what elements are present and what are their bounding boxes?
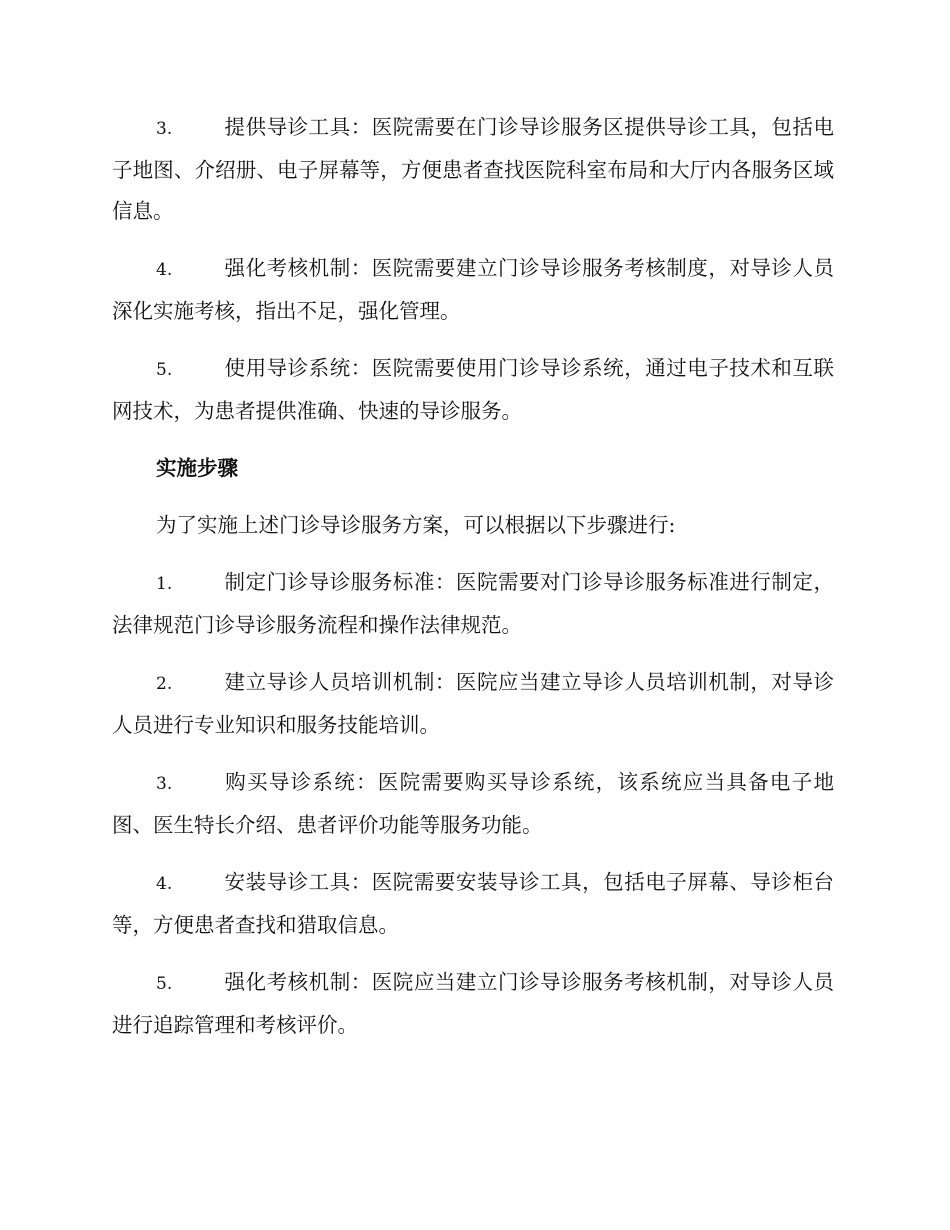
list-number: 3.: [156, 119, 173, 139]
document-body: [112, 107, 834, 1062]
list-item-b-3: [112, 762, 834, 846]
list-item-a-3: [112, 348, 834, 432]
list-text: 使用导诊系统：医院需要使用门诊导诊系统，通过电子技术和互联网技术，为患者提供准确、快速的导诊服务。: [112, 356, 834, 423]
list-item-b-1: [112, 562, 834, 646]
list-text: 建立导诊人员培训机制：医院应当建立导诊人员培训机制，对导诊人员进行专业知识和服务技能培训。: [112, 670, 834, 737]
list-text: 制定门诊导诊服务标准：医院需要对门诊导诊服务标准进行制定，法律规范门诊导诊服务流程和操作法律规范。: [112, 570, 834, 637]
list-number: 5.: [156, 360, 173, 380]
list-number: 5.: [156, 974, 173, 994]
list-text: 强化考核机制：医院应当建立门诊导诊服务考核机制，对导诊人员进行追踪管理和考核评价。: [112, 970, 834, 1037]
list-number: 3.: [156, 774, 173, 794]
section-heading: 实施步骤: [156, 456, 238, 480]
list-item-b-5: [112, 962, 834, 1046]
list-number: 2.: [156, 674, 173, 694]
list-item-b-2: [112, 662, 834, 746]
list-text: 提供导诊工具：医院需要在门诊导诊服务区提供导诊工具，包括电子地图、介绍册、电子屏幕等，方便患者查找医院科室布局和大厅内各服务区域信息。: [112, 115, 834, 223]
list-text: 安装导诊工具：医院需要安装导诊工具，包括电子屏幕、导诊柜台等，方便患者查找和猎取信息。: [112, 870, 834, 937]
list-number: 4.: [156, 260, 173, 280]
list-number: 4.: [156, 874, 173, 894]
intro-paragraph: 为了实施上述门诊导诊服务方案，可以根据以下步骤进行:: [156, 513, 676, 537]
list-text: 购买导诊系统：医院需要购买导诊系统，该系统应当具备电子地图、医生特长介绍、患者评价功能等服务功能。: [112, 770, 834, 837]
list-item-b-4: [112, 862, 834, 946]
list-text: 强化考核机制：医院需要建立门诊导诊服务考核制度，对导诊人员深化实施考核，指出不足，强化管理。: [112, 256, 834, 323]
list-number: 1.: [156, 574, 173, 594]
list-item-a-2: [112, 248, 834, 332]
list-item-a-1: [112, 107, 834, 232]
